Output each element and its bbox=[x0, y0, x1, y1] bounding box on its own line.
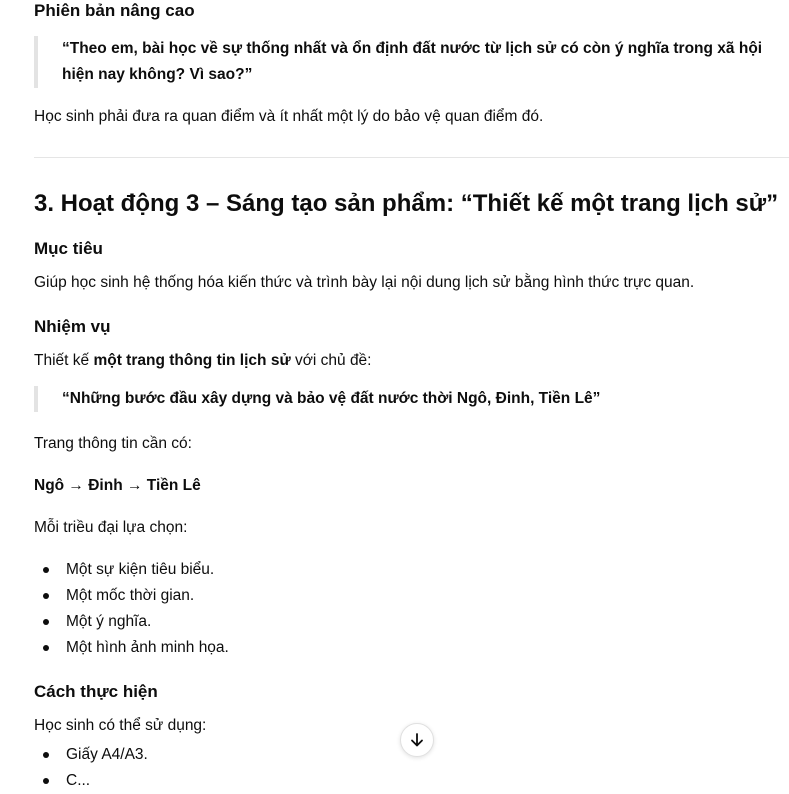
goal-heading: Mục tiêu bbox=[34, 239, 103, 258]
how-text: Học sinh có thể sử dụng: bbox=[34, 717, 207, 734]
list-item: Giấy A4/A3. bbox=[34, 742, 734, 768]
task-bold: một trang thông tin lịch sử bbox=[93, 352, 291, 369]
goal-text: Giúp học sinh hệ thống hóa kiến thức và trình bày lại nội dung lịch sử bằng hình thức trực quan. bbox=[34, 274, 695, 291]
list-item: Một hình ảnh minh họa. bbox=[34, 635, 734, 661]
materials-list bbox=[34, 742, 734, 794]
advanced-quote: “Theo em, bài học về sự thống nhất và ổn định đất nước từ lịch sử có còn ý nghĩa trong xã hội hiện nay không? Vì sao?” bbox=[34, 36, 789, 88]
task-text bbox=[34, 348, 372, 374]
advanced-note: Học sinh phải đưa ra quan điểm và ít nhất một lý do bảo vệ quan điểm đó. bbox=[34, 108, 544, 125]
list-item: Một ý nghĩa. bbox=[34, 609, 734, 635]
dynasty-sequence: Ngô → Đinh → Tiền Lê bbox=[34, 477, 201, 494]
list-item: Một sự kiện tiêu biểu. bbox=[34, 557, 734, 583]
task-suffix: với chủ đề: bbox=[290, 352, 372, 369]
list-item: Một mốc thời gian. bbox=[34, 583, 734, 609]
task-quote: “Những bước đầu xây dựng và bảo vệ đất nước thời Ngô, Đinh, Tiền Lê” bbox=[34, 386, 789, 412]
activity3-title: 3. Hoạt động 3 – Sáng tạo sản phẩm: “Thiết kế một trang lịch sử” bbox=[34, 190, 779, 217]
choices-list bbox=[34, 557, 734, 661]
how-heading: Cách thực hiện bbox=[34, 682, 158, 701]
section-divider bbox=[34, 157, 789, 158]
arrow-down-icon bbox=[409, 732, 425, 748]
list-item: C... bbox=[34, 768, 734, 794]
scroll-to-bottom-button[interactable] bbox=[400, 723, 434, 757]
task-prefix: Thiết kế bbox=[34, 352, 94, 369]
task-heading: Nhiệm vụ bbox=[34, 317, 111, 336]
advanced-heading: Phiên bản nâng cao bbox=[34, 1, 195, 20]
need-text: Trang thông tin cần có: bbox=[34, 435, 192, 452]
choose-text: Mỗi triều đại lựa chọn: bbox=[34, 519, 188, 536]
